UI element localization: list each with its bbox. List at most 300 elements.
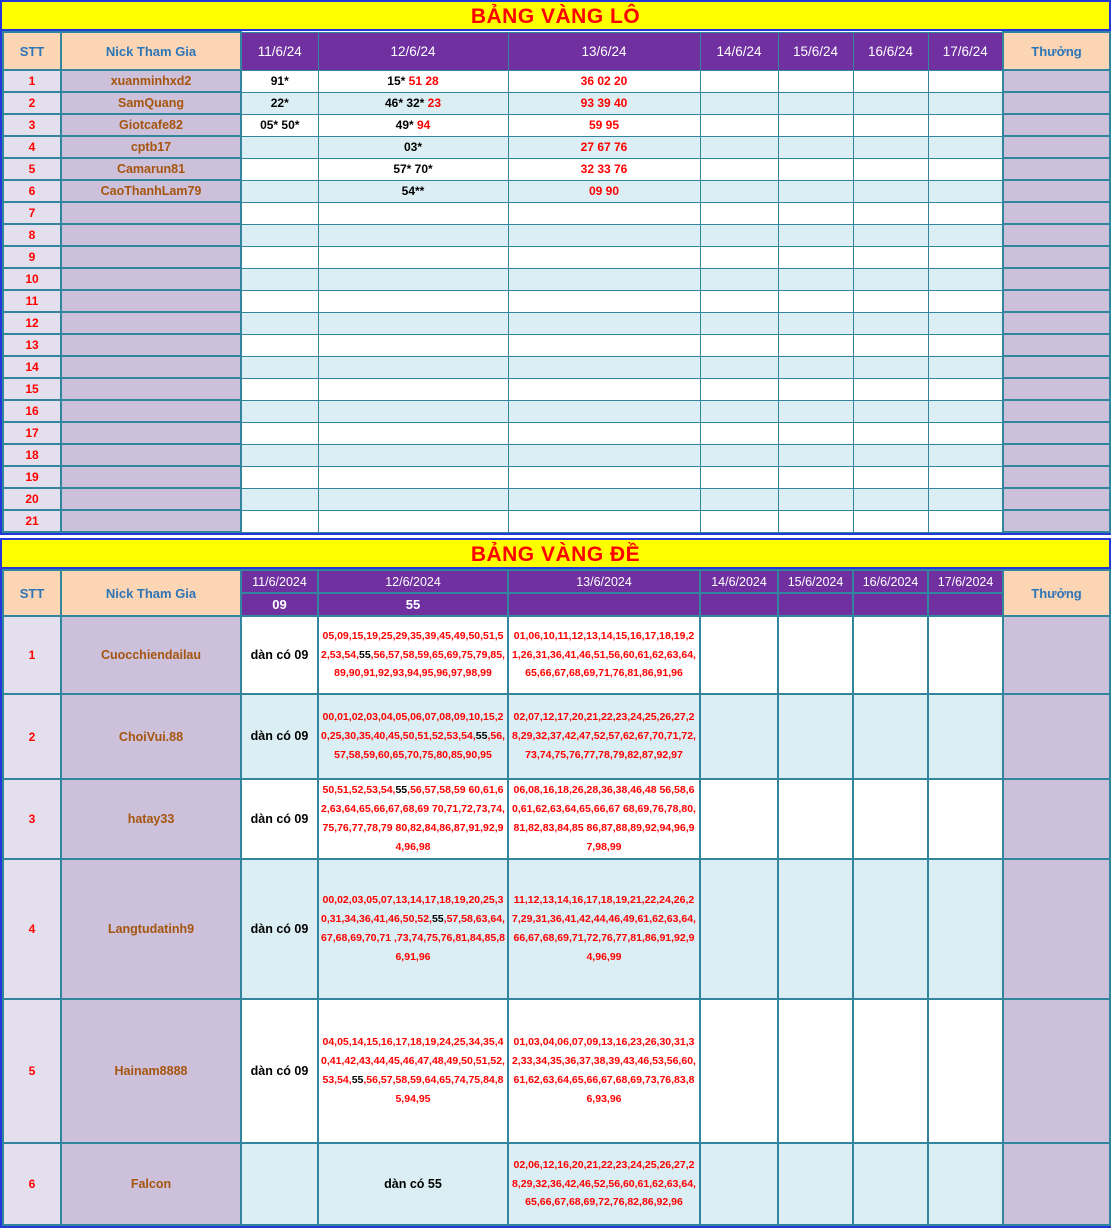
nick-cell [61, 202, 241, 224]
value-run: 55 [431, 913, 444, 926]
value-run: 50,51,52,53,54, [322, 784, 396, 797]
value-cell [778, 202, 853, 224]
stt-cell: 19 [3, 466, 61, 488]
value-cell [700, 114, 778, 136]
value-cell [241, 70, 318, 92]
lo-row [3, 224, 1110, 246]
de-header-date: 13/6/2024 [508, 570, 700, 593]
value-cell [241, 356, 318, 378]
value-cell [508, 859, 700, 999]
reward-cell [1003, 779, 1110, 859]
value-cell [928, 312, 1003, 334]
value-cell [928, 444, 1003, 466]
value-cell [928, 334, 1003, 356]
reward-cell [1003, 422, 1110, 444]
value-cell [778, 488, 853, 510]
value-cell [318, 616, 508, 694]
value-cell [318, 92, 508, 114]
value-cell [928, 616, 1003, 694]
de-header-subvalue: 55 [318, 593, 508, 616]
value-cell [853, 158, 928, 180]
de-header-subvalue [700, 593, 778, 616]
nick-cell [61, 312, 241, 334]
lo-row [3, 422, 1110, 444]
reward-cell [1003, 136, 1110, 158]
value-cell [241, 466, 318, 488]
value-cell [508, 466, 700, 488]
de-table [2, 569, 1111, 1226]
value-cell [853, 999, 928, 1143]
value-cell [853, 334, 928, 356]
value-run: 55 [358, 648, 371, 661]
value-cell [778, 70, 853, 92]
stt-cell: 17 [3, 422, 61, 444]
value-cell [508, 268, 700, 290]
value-cell [778, 224, 853, 246]
value-run: 01,03,04,06,07,09,13,16,23,26,30,31,32,33,34,35,36,37,38,39,43,46,53,56,60,61,62,63,64,65,66,67,68,69,73,76,83,86,93,96 [512, 1036, 696, 1105]
value-cell [241, 779, 318, 859]
value-cell [928, 92, 1003, 114]
nick-cell: Falcon [61, 1143, 241, 1225]
value-cell [853, 444, 928, 466]
nick-cell: Hainam8888 [61, 999, 241, 1143]
value-cell [853, 510, 928, 532]
de-header-dates-row [3, 570, 1110, 593]
value-cell [318, 180, 508, 202]
stt-cell: 2 [3, 92, 61, 114]
value-cell [241, 378, 318, 400]
value-cell [508, 694, 700, 779]
value-cell [508, 70, 700, 92]
value-cell [508, 158, 700, 180]
value-cell [928, 70, 1003, 92]
value-cell [241, 92, 318, 114]
de-header-subvalue [508, 593, 700, 616]
nick-cell: cptb17 [61, 136, 241, 158]
lo-row [3, 290, 1110, 312]
value-cell [700, 312, 778, 334]
value-run: dàn có 09 [250, 1063, 309, 1078]
lo-row [3, 356, 1110, 378]
nick-cell [61, 510, 241, 532]
value-cell [508, 246, 700, 268]
value-cell [853, 246, 928, 268]
value-cell [778, 334, 853, 356]
value-cell [318, 400, 508, 422]
stt-cell: 7 [3, 202, 61, 224]
de-header-date: 12/6/2024 [318, 570, 508, 593]
reward-cell [1003, 180, 1110, 202]
value-cell [318, 158, 508, 180]
value-cell [241, 334, 318, 356]
de-row [3, 859, 1110, 999]
value-cell [241, 246, 318, 268]
value-cell [508, 92, 700, 114]
value-cell [318, 202, 508, 224]
nick-cell [61, 378, 241, 400]
value-cell [778, 400, 853, 422]
value-run: 55 [351, 1074, 364, 1086]
reward-cell [1003, 378, 1110, 400]
lo-row [3, 202, 1110, 224]
lo-row [3, 444, 1110, 466]
value-cell [700, 422, 778, 444]
reward-cell [1003, 114, 1110, 136]
value-run: 15* [387, 74, 409, 88]
lo-title: BẢNG VÀNG LÔ [2, 2, 1109, 31]
value-cell [318, 136, 508, 158]
value-cell [928, 422, 1003, 444]
value-cell [700, 859, 778, 999]
lo-row [3, 334, 1110, 356]
value-run: ,56,57,58,59,64,65,74,75,84,85,94,95 [363, 1074, 504, 1105]
value-cell [853, 488, 928, 510]
de-header-date: 17/6/2024 [928, 570, 1003, 593]
reward-cell [1003, 312, 1110, 334]
nick-cell: Giotcafe82 [61, 114, 241, 136]
lo-header-date: 12/6/24 [318, 32, 508, 70]
value-run: 49* [395, 118, 417, 132]
stt-cell: 5 [3, 999, 61, 1143]
value-cell [241, 1143, 318, 1225]
value-run: dàn có 09 [250, 921, 309, 936]
value-cell [853, 694, 928, 779]
value-cell [853, 859, 928, 999]
value-cell [778, 999, 853, 1143]
value-run: 03* [403, 140, 423, 154]
value-cell [318, 488, 508, 510]
value-cell [508, 510, 700, 532]
value-run: 32 33 76 [580, 162, 628, 176]
value-cell [241, 180, 318, 202]
reward-cell [1003, 224, 1110, 246]
lo-row [3, 246, 1110, 268]
stt-cell: 1 [3, 616, 61, 694]
lo-header-date: 11/6/24 [241, 32, 318, 70]
reward-cell [1003, 70, 1110, 92]
value-cell [318, 378, 508, 400]
stt-cell: 12 [3, 312, 61, 334]
value-cell [928, 224, 1003, 246]
nick-cell: Cuocchiendailau [61, 616, 241, 694]
nick-cell: CaoThanhLam79 [61, 180, 241, 202]
stt-cell: 11 [3, 290, 61, 312]
value-cell [508, 999, 700, 1143]
de-header-date: 14/6/2024 [700, 570, 778, 593]
reward-cell [1003, 1143, 1110, 1225]
value-cell [318, 268, 508, 290]
value-cell [241, 422, 318, 444]
value-cell [853, 70, 928, 92]
nick-cell: xuanminhxd2 [61, 70, 241, 92]
value-cell [700, 224, 778, 246]
value-run: 09 90 [588, 184, 620, 198]
de-header-stt: STT [3, 570, 61, 616]
value-cell [241, 224, 318, 246]
stt-cell: 13 [3, 334, 61, 356]
de-row [3, 1143, 1110, 1225]
de-row [3, 694, 1110, 779]
value-cell [853, 312, 928, 334]
value-cell [928, 510, 1003, 532]
stt-cell: 2 [3, 694, 61, 779]
value-cell [928, 180, 1003, 202]
stt-cell: 10 [3, 268, 61, 290]
value-cell [508, 290, 700, 312]
stt-cell: 21 [3, 510, 61, 532]
lo-header-row [3, 32, 1110, 70]
value-cell [928, 136, 1003, 158]
value-run: 27 67 76 [580, 140, 628, 154]
nick-cell [61, 224, 241, 246]
value-cell [928, 290, 1003, 312]
value-cell [928, 356, 1003, 378]
lo-header-nick: Nick Tham Gia [61, 32, 241, 70]
value-cell [508, 488, 700, 510]
value-run: 00,02,03,05,07,13,14,17,18,19,20,25,30,31,34,36,41,46,50,52, [321, 894, 504, 926]
value-run: dàn có 55 [384, 1176, 442, 1191]
nick-cell [61, 290, 241, 312]
value-cell [241, 114, 318, 136]
de-header-nick: Nick Tham Gia [61, 570, 241, 616]
value-run: 91* [270, 74, 289, 88]
nick-cell [61, 488, 241, 510]
value-cell [928, 466, 1003, 488]
stt-cell: 20 [3, 488, 61, 510]
value-cell [928, 114, 1003, 136]
reward-cell [1003, 158, 1110, 180]
lo-row [3, 466, 1110, 488]
value-run: 59 95 [588, 118, 620, 132]
value-cell [778, 246, 853, 268]
nick-cell [61, 444, 241, 466]
value-cell [778, 466, 853, 488]
value-run: 04,05,14,15,16,17,18,19,24,25,34,35,40,41,42,43,44,45,46,47,48,49,50,51,52,53,54, [321, 1036, 505, 1086]
reward-cell [1003, 334, 1110, 356]
value-cell [241, 290, 318, 312]
reward-cell [1003, 466, 1110, 488]
nick-cell: SamQuang [61, 92, 241, 114]
value-cell [508, 180, 700, 202]
nick-cell [61, 422, 241, 444]
value-cell [318, 114, 508, 136]
value-run: 05,09,15,19,25,29,35,39,45,49,50,51,52,53,54, [321, 629, 504, 661]
value-cell [241, 694, 318, 779]
nick-cell [61, 268, 241, 290]
stt-cell: 3 [3, 779, 61, 859]
value-cell [318, 444, 508, 466]
value-cell [241, 859, 318, 999]
value-cell [778, 92, 853, 114]
value-run: 93 39 40 [580, 96, 628, 110]
value-cell [700, 999, 778, 1143]
lo-header-date: 13/6/24 [508, 32, 700, 70]
lo-header-reward: Thưởng [1003, 32, 1110, 70]
value-run: 51 28 [408, 74, 439, 88]
lo-section [0, 0, 1111, 535]
value-cell [508, 224, 700, 246]
value-cell [853, 180, 928, 202]
stt-cell: 9 [3, 246, 61, 268]
value-cell [778, 290, 853, 312]
value-cell [318, 694, 508, 779]
value-cell [700, 1143, 778, 1225]
value-cell [778, 694, 853, 779]
reward-cell [1003, 268, 1110, 290]
value-cell [700, 290, 778, 312]
de-row [3, 999, 1110, 1143]
value-cell [318, 510, 508, 532]
value-run: 55 [395, 784, 408, 797]
value-run: 57* 70* [393, 162, 433, 176]
value-run: 46* 32* [384, 96, 428, 110]
value-cell [778, 510, 853, 532]
reward-cell [1003, 616, 1110, 694]
stt-cell: 4 [3, 136, 61, 158]
value-cell [700, 694, 778, 779]
value-cell [318, 859, 508, 999]
value-cell [241, 616, 318, 694]
de-row [3, 616, 1110, 694]
value-cell [508, 356, 700, 378]
value-cell [778, 268, 853, 290]
value-cell [778, 180, 853, 202]
value-cell [508, 779, 700, 859]
value-cell [508, 334, 700, 356]
de-header-date: 16/6/2024 [853, 570, 928, 593]
value-cell [853, 136, 928, 158]
value-cell [853, 356, 928, 378]
value-cell [318, 70, 508, 92]
reward-cell [1003, 356, 1110, 378]
reward-cell [1003, 92, 1110, 114]
value-cell [778, 422, 853, 444]
nick-cell: ChoiVui.88 [61, 694, 241, 779]
value-cell [241, 312, 318, 334]
value-cell [778, 378, 853, 400]
de-header-reward: Thưởng [1003, 570, 1110, 616]
value-run: dàn có 09 [250, 729, 309, 744]
lo-row [3, 92, 1110, 114]
value-cell [853, 779, 928, 859]
de-row [3, 779, 1110, 859]
value-cell [241, 400, 318, 422]
lo-header-date: 16/6/24 [853, 32, 928, 70]
value-cell [508, 1143, 700, 1225]
value-cell [700, 444, 778, 466]
value-cell [778, 616, 853, 694]
lo-row [3, 268, 1110, 290]
value-cell [318, 999, 508, 1143]
value-cell [318, 356, 508, 378]
value-cell [853, 202, 928, 224]
value-cell [700, 488, 778, 510]
stt-cell: 18 [3, 444, 61, 466]
nick-cell [61, 246, 241, 268]
value-cell [700, 136, 778, 158]
value-cell [241, 510, 318, 532]
value-cell [928, 268, 1003, 290]
value-cell [928, 246, 1003, 268]
value-cell [853, 1143, 928, 1225]
reward-cell [1003, 202, 1110, 224]
stt-cell: 8 [3, 224, 61, 246]
stt-cell: 1 [3, 70, 61, 92]
lo-row [3, 158, 1110, 180]
value-cell [853, 400, 928, 422]
value-cell [928, 158, 1003, 180]
value-run: 11,12,13,14,16,17,18,19,21,22,24,26,27,29,31,36,41,42,44,46,49,61,62,63,64,66,67,68,69,71,72,76,77,81,86,91,92,94,96,99 [512, 894, 696, 963]
value-cell [928, 400, 1003, 422]
value-cell [928, 694, 1003, 779]
value-cell [928, 488, 1003, 510]
value-cell [700, 246, 778, 268]
de-header-date: 11/6/2024 [241, 570, 318, 593]
value-cell [700, 92, 778, 114]
reward-cell [1003, 290, 1110, 312]
de-title: BẢNG VÀNG ĐỀ [2, 540, 1109, 569]
value-cell [241, 202, 318, 224]
nick-cell: hatay33 [61, 779, 241, 859]
value-cell [700, 356, 778, 378]
value-run: 55 [475, 730, 488, 743]
value-cell [318, 779, 508, 859]
de-header-date: 15/6/2024 [778, 570, 853, 593]
stt-cell: 3 [3, 114, 61, 136]
reward-cell [1003, 859, 1110, 999]
value-cell [853, 616, 928, 694]
value-cell [241, 268, 318, 290]
value-cell [853, 224, 928, 246]
value-run: 54** [401, 184, 425, 198]
de-header-subvalue: 09 [241, 593, 318, 616]
value-cell [853, 268, 928, 290]
value-cell [241, 136, 318, 158]
lo-row [3, 312, 1110, 334]
value-cell [928, 1143, 1003, 1225]
lo-header-date: 17/6/24 [928, 32, 1003, 70]
value-run: 06,08,16,18,26,28,36,38,46,48 56,58,60,61,62,63,64,65,66,67 68,69,76,78,80,81,82,83,84,85 86,87,88,89,92,94,96,97,98,99 [512, 784, 696, 853]
value-cell [700, 334, 778, 356]
value-cell [508, 444, 700, 466]
value-cell [318, 246, 508, 268]
value-run: ,56,57,58,59 60,61,62,63,64,65,66,67,68,69 70,71,72,73,74,75,76,77,78,79 80,82,84,86,87,91,92,94,96,98 [321, 784, 505, 853]
value-cell [700, 268, 778, 290]
value-run: 02,06,12,16,20,21,22,23,24,25,26,27,28,29,32,36,42,46,52,56,60,61,62,63,64,65,66,67,68,69,72,76,82,86,92,96 [512, 1158, 696, 1209]
value-cell [778, 114, 853, 136]
stt-cell: 4 [3, 859, 61, 999]
value-cell [778, 356, 853, 378]
value-cell [700, 158, 778, 180]
lo-header-date: 14/6/24 [700, 32, 778, 70]
value-cell [778, 312, 853, 334]
lo-header-date: 15/6/24 [778, 32, 853, 70]
reward-cell [1003, 694, 1110, 779]
value-cell [318, 290, 508, 312]
value-cell [318, 466, 508, 488]
value-cell [700, 510, 778, 532]
value-cell [241, 488, 318, 510]
value-cell [778, 158, 853, 180]
value-run: 94 [417, 118, 431, 132]
de-section [0, 538, 1111, 1228]
value-cell [928, 999, 1003, 1143]
stt-cell: 6 [3, 180, 61, 202]
value-cell [318, 224, 508, 246]
value-cell [778, 1143, 853, 1225]
value-cell [508, 422, 700, 444]
value-cell [928, 378, 1003, 400]
